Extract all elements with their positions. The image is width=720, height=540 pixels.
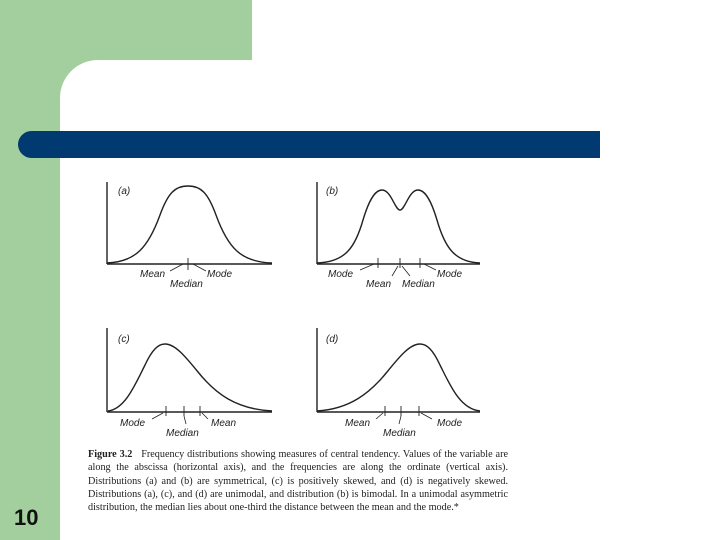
caption-title: Figure 3.2 — [88, 449, 133, 460]
panel-a-curve — [107, 186, 272, 263]
panel-a-mean-leader — [170, 264, 183, 271]
panel-d-median-label: Median — [383, 428, 416, 439]
panel-d — [317, 328, 480, 424]
panel-a-mode-label: Mode — [207, 269, 233, 280]
panel-b — [317, 182, 480, 276]
panel-d-mean-label: Mean — [345, 418, 371, 429]
panel-b-left-mode-leader — [360, 264, 374, 270]
panel-c-mean-leader — [202, 413, 208, 419]
panel-c-curve — [108, 344, 272, 411]
panel-c-mean-label: Mean — [211, 418, 237, 429]
panel-d-label: (d) — [326, 334, 339, 345]
panel-b-mean-label: Mean — [366, 279, 392, 290]
figure-caption — [88, 448, 508, 514]
panel-c-mode-label: Mode — [120, 418, 146, 429]
panel-a-median-label: Median — [170, 279, 203, 290]
panel-b-right-mode-leader — [424, 264, 436, 270]
panel-d-mode-label: Mode — [437, 418, 463, 429]
panel-c — [107, 328, 272, 424]
panel-c-median-label: Median — [166, 428, 199, 439]
panel-b-mean-leader — [392, 266, 398, 276]
slide-number: 10 — [14, 505, 39, 530]
panel-c-mode-leader — [152, 413, 163, 419]
panel-b-median-leader — [402, 266, 410, 276]
panel-b-right-mode-label: Mode — [437, 269, 463, 280]
panel-b-left-mode-label: Mode — [328, 269, 354, 280]
panel-a — [107, 182, 272, 271]
panel-a-mode-leader — [193, 264, 206, 271]
panel-a-label: (a) — [118, 186, 131, 197]
caption-text: Frequency distributions showing measures of central tendency. Values of the variable are along the abscissa (horizontal axis), and the frequencies are along the ordinate (vertical axis). Distributions (a) and (b) are symmetrical, (c) is positively skewed, and (d) is negatively skewed. Distributions (a), (c), and (d) are unimodal, and distribution (b) is bimodal. In a unimodal asymmetric distribution, the median lies about one-third the distance between the mean and the mode.* — [88, 449, 508, 514]
panel-a-mean-label: Mean — [140, 269, 166, 280]
panel-d-curve — [317, 344, 480, 411]
panel-d-mode-leader — [421, 413, 432, 419]
panel-d-mean-leader — [376, 413, 383, 419]
panel-b-median-label: Median — [402, 279, 435, 290]
panel-c-median-leader — [184, 416, 186, 424]
panel-c-label: (c) — [118, 334, 130, 345]
panel-b-curve — [317, 190, 480, 263]
panel-b-label: (b) — [326, 186, 339, 197]
panel-d-median-leader — [399, 416, 401, 424]
